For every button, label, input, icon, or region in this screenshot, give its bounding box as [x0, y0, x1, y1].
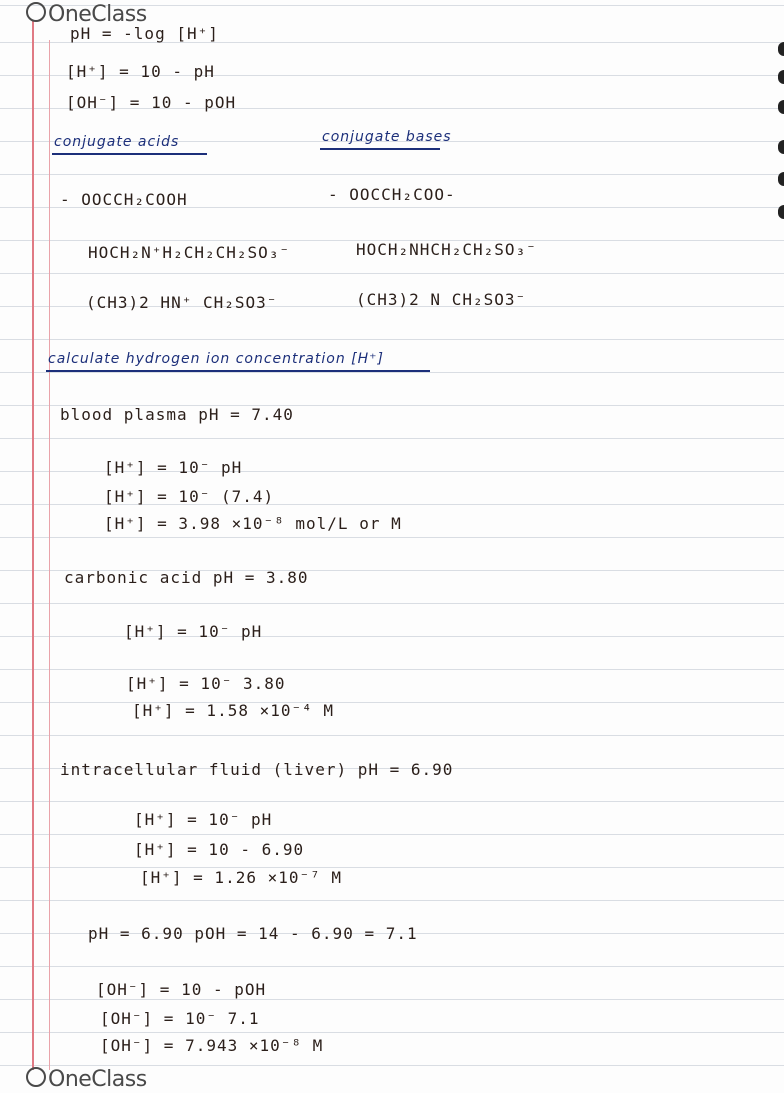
brand-o-icon: [26, 1067, 46, 1087]
section-heading-conjugate-acids: conjugate acids: [54, 134, 180, 150]
acid-formula: (CH3)2 HN⁺ CH₂SO3⁻: [86, 293, 278, 312]
handwritten-line: [H⁺] = 3.98 ×10⁻⁸ mol/L or M: [104, 514, 402, 533]
handwritten-line: [H⁺] = 10 - pH: [66, 62, 215, 81]
handwritten-line: [H⁺] = 10⁻ (7.4): [104, 487, 275, 506]
base-formula: (CH3)2 N CH₂SO3⁻: [356, 290, 527, 309]
handwritten-line: [OH⁻] = 10 - pOH: [66, 93, 237, 112]
binder-hole: [778, 70, 784, 84]
brand-name: OneClass: [48, 2, 147, 27]
margin-line: [32, 20, 34, 1070]
handwritten-line: [OH⁻] = 10⁻ 7.1: [100, 1009, 260, 1028]
handwritten-line: [H⁺] = 10⁻ 3.80: [126, 674, 286, 693]
section-heading-conjugate-bases: conjugate bases: [322, 129, 452, 145]
heading-underline: [320, 148, 440, 150]
handwritten-line: [H⁺] = 10⁻ pH: [124, 622, 263, 641]
brand-logo-bottom: [26, 1067, 147, 1092]
handwritten-line: [H⁺] = 10⁻ pH: [104, 458, 243, 477]
heading-underline: [52, 153, 207, 155]
binder-hole: [778, 140, 784, 154]
brand-name: OneClass: [48, 1067, 147, 1092]
handwritten-line: [H⁺] = 10⁻ pH: [134, 810, 273, 829]
acid-formula: - OOCCH₂COOH: [60, 190, 188, 209]
handwritten-line: [H⁺] = 1.58 ×10⁻⁴ M: [132, 701, 335, 720]
binder-hole: [778, 205, 784, 219]
margin-line-inner: [49, 40, 50, 1070]
handwritten-line: [H⁺] = 10 - 6.90: [134, 840, 305, 859]
handwritten-line: carbonic acid pH = 3.80: [64, 568, 309, 587]
acid-formula: HOCH₂N⁺H₂CH₂CH₂SO₃⁻: [88, 243, 291, 262]
handwritten-line: pH = 6.90 pOH = 14 - 6.90 = 7.1: [88, 924, 418, 943]
binder-hole: [778, 172, 784, 186]
base-formula: - OOCCH₂COO-: [328, 185, 456, 204]
heading-underline: [46, 370, 430, 372]
handwritten-line: [OH⁻] = 10 - pOH: [96, 980, 267, 999]
binder-hole: [778, 42, 784, 56]
handwritten-line: pH = -log [H⁺]: [70, 24, 219, 43]
handwritten-line: intracellular fluid (liver) pH = 6.90: [60, 760, 454, 779]
brand-o-icon: [26, 2, 46, 22]
handwritten-line: [H⁺] = 1.26 ×10⁻⁷ M: [140, 868, 343, 887]
binder-hole: [778, 100, 784, 114]
base-formula: HOCH₂NHCH₂CH₂SO₃⁻: [356, 240, 537, 259]
handwritten-line: [OH⁻] = 7.943 ×10⁻⁸ M: [100, 1036, 324, 1055]
section-heading-hydrogen-ion: calculate hydrogen ion concentration [H⁺]: [48, 351, 384, 367]
handwritten-line: blood plasma pH = 7.40: [60, 405, 294, 424]
